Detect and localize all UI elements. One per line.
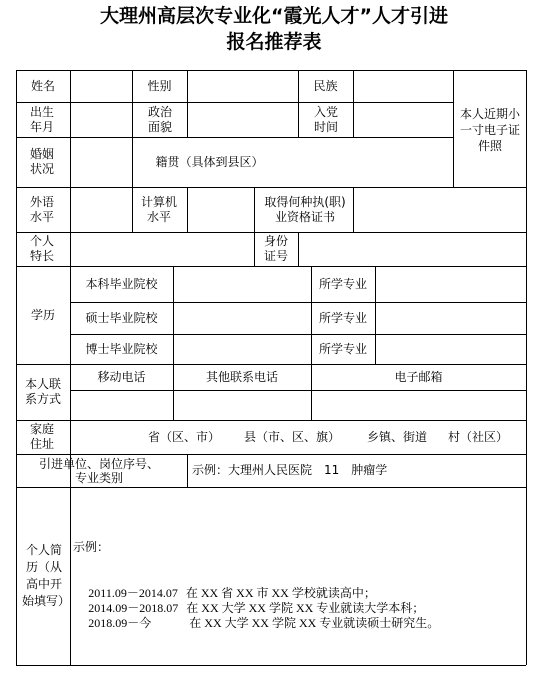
bachelor-school-field[interactable]	[173, 266, 311, 302]
qualification-field[interactable]	[353, 187, 526, 232]
photo-placeholder[interactable]: 本人近期小一寸电子证件照	[459, 107, 520, 153]
other-phone-field[interactable]	[173, 390, 311, 420]
native-place-field[interactable]	[287, 137, 453, 187]
ethnicity-field[interactable]	[353, 70, 453, 102]
master-school-field[interactable]	[173, 302, 311, 334]
label-mobile: 移动电话	[97, 369, 146, 384]
label-ethnicity: 民族	[313, 78, 338, 93]
resume-text: 在 XX 大学 XX 学院 XX 专业就读大学本科；	[186, 601, 425, 615]
label-bachelor-school: 本科毕业院校	[85, 276, 158, 291]
party-time-field[interactable]	[353, 102, 453, 137]
specialty-field[interactable]	[70, 232, 254, 266]
label-address: 家庭住址	[29, 422, 54, 451]
marital-field[interactable]	[70, 137, 132, 187]
label-party-time: 入党时间	[313, 104, 338, 134]
label-major-master: 所学专业	[318, 310, 367, 325]
label-major-bachelor: 所学专业	[318, 276, 367, 291]
label-marital: 婚姻状况	[29, 147, 54, 176]
address-village[interactable]: 村（社区）	[448, 429, 509, 444]
label-email: 电子邮箱	[394, 369, 443, 384]
label-id-number: 身份证号	[263, 234, 288, 263]
label-education: 学历	[30, 307, 55, 322]
label-gender: 性别	[147, 78, 172, 93]
resume-period: 2014.09－2018.07	[88, 601, 179, 615]
id-number-field[interactable]	[298, 232, 526, 266]
unit-field[interactable]: 示例：大理州人民医院 11 肿瘤学	[192, 463, 388, 477]
label-computer-level: 计算机水平	[140, 194, 177, 224]
form-title-line2: 报名推荐表	[226, 31, 322, 53]
major-doctor-field[interactable]	[375, 334, 526, 364]
label-foreign-language: 外语水平	[29, 194, 54, 224]
foreign-language-field[interactable]	[70, 187, 132, 232]
address-province[interactable]: 省（区、市）	[148, 429, 221, 444]
form-title-line1: 大理州高层次专业化“霞光人才”人才引进	[100, 5, 448, 27]
label-political: 政治面貌	[147, 104, 172, 134]
resume-period: 2018.09－今	[88, 616, 152, 630]
gender-field[interactable]	[187, 70, 298, 102]
major-bachelor-field[interactable]	[375, 266, 526, 302]
doctor-school-field[interactable]	[173, 334, 311, 364]
resume-line	[73, 601, 439, 646]
political-field[interactable]	[187, 102, 298, 137]
name-field[interactable]	[70, 70, 132, 102]
resume-text: 在 XX 省 XX 市 XX 学校就读高中；	[185, 586, 376, 600]
computer-level-field[interactable]	[187, 187, 254, 232]
label-name: 姓名	[30, 78, 55, 93]
label-major-doctor: 所学专业	[318, 341, 367, 356]
label-qualification: 取得何种执(职)业资格证书	[264, 194, 346, 224]
label-native-place: 籍贯（具体到县区）	[155, 154, 264, 169]
label-master-school: 硕士毕业院校	[85, 310, 158, 325]
label-birth: 出生年月	[29, 104, 54, 134]
major-master-field[interactable]	[375, 302, 526, 334]
label-other-phone: 其他联系电话	[205, 369, 278, 384]
resume-text: 在 XX 大学 XX 学院 XX 专业就读硕士研究生。	[189, 616, 440, 630]
label-unit: 引进单位、岗位序号、专业类别	[38, 456, 159, 485]
birth-field[interactable]	[70, 102, 132, 137]
address-county[interactable]: 县（市、区、旗）	[244, 429, 341, 444]
label-resume: 个人简历（从高中开始填写）	[22, 543, 71, 608]
email-field[interactable]	[311, 390, 526, 420]
resume-period: 2011.09－2014.07	[88, 586, 178, 600]
mobile-field[interactable]	[70, 390, 173, 420]
label-contact: 本人联系方式	[24, 377, 61, 406]
resume-example-label: 示例：	[73, 540, 110, 554]
label-specialty: 个人特长	[29, 234, 54, 263]
label-doctor-school: 博士毕业院校	[85, 341, 158, 356]
address-town[interactable]: 乡镇、街道	[366, 429, 427, 444]
